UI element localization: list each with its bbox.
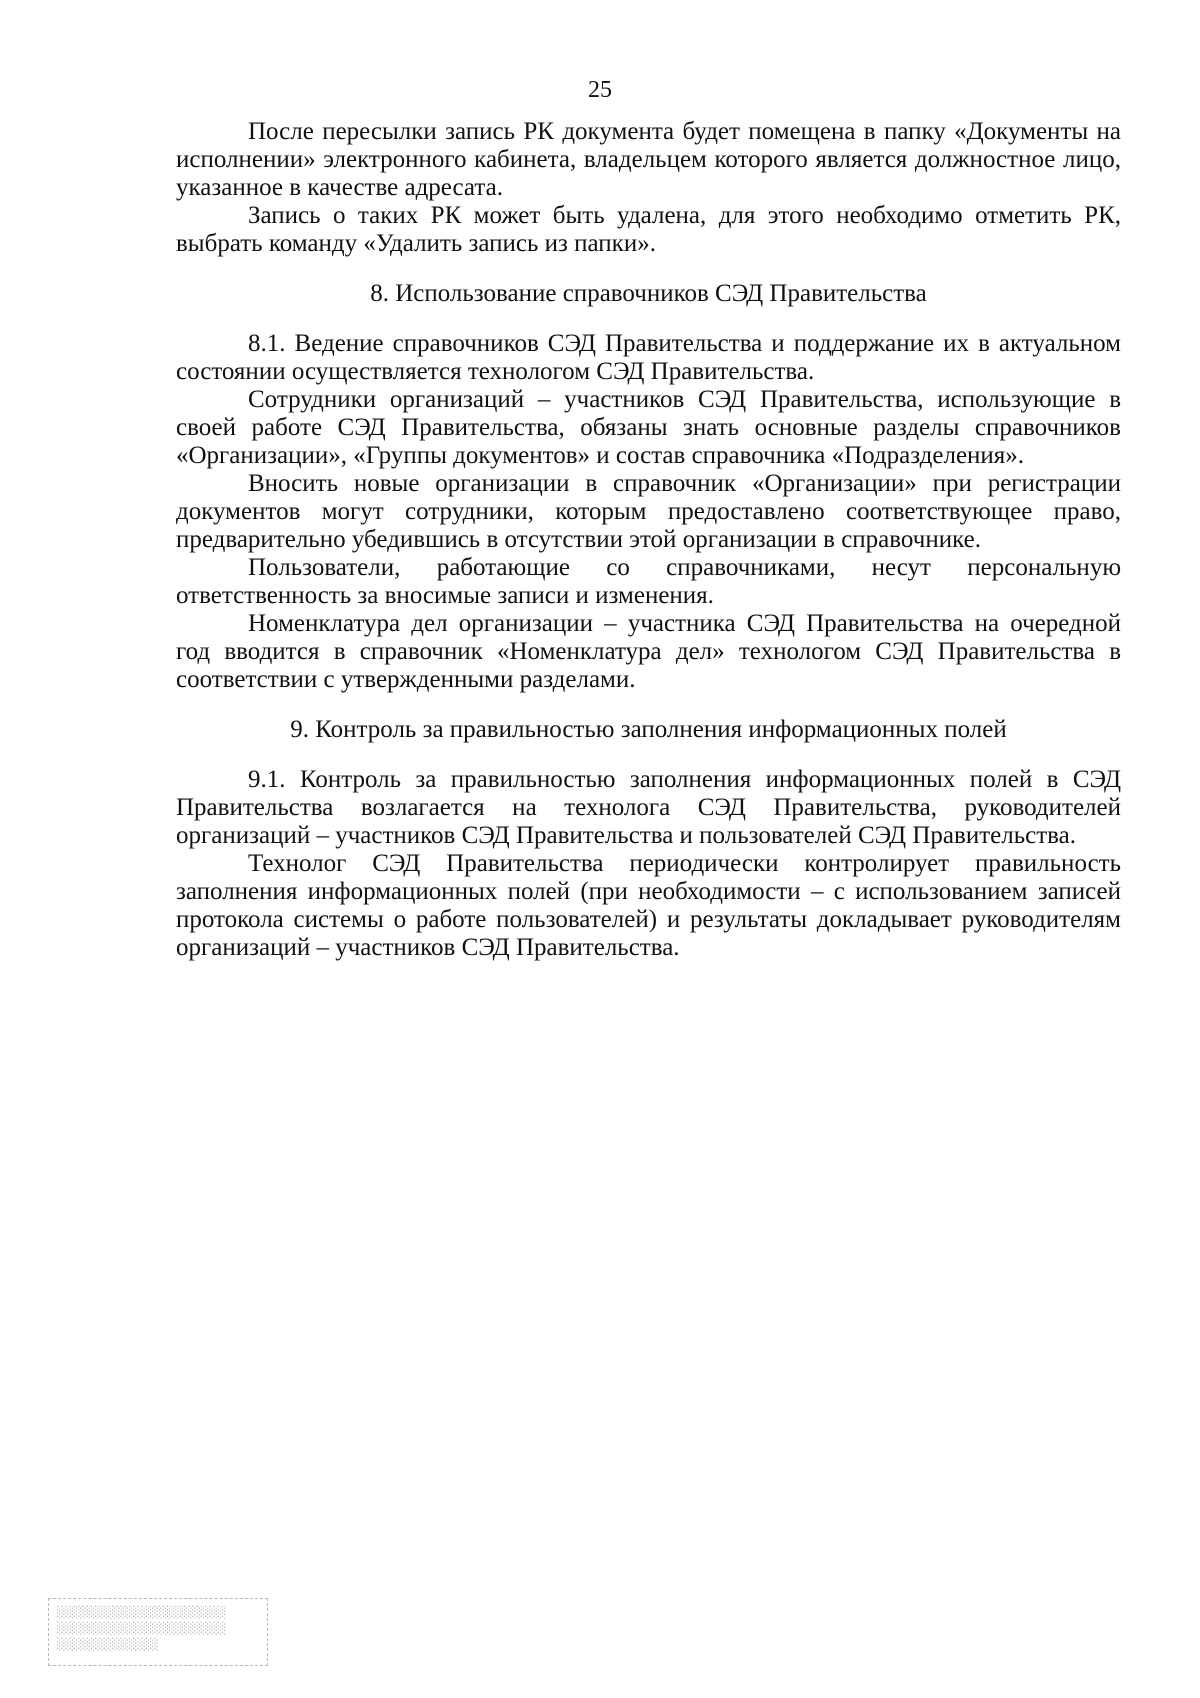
paragraph: 8.1. Ведение справочников СЭД Правительства и поддержание их в актуальном состоянии осуществляется технологом СЭД Правительства. [176, 330, 1121, 385]
stamp-line: ░░░░░░░░░░░░░░░░░░░░ [57, 1622, 227, 1635]
paragraph: Сотрудники организаций – участников СЭД Правительства, использующие в своей работе СЭД Правительства, обязаны знать основные разделы справочников «Организации», «Группы документов» и состав справочника «Подразделения». [176, 386, 1121, 469]
paragraph: Вносить новые организации в справочник «Организации» при регистрации документов могут сотрудники, которым предоставлено соответствующее право, предварительно убедившись в отсутствии этой организации в справочнике. [176, 470, 1121, 553]
stamp-line: ░░░░░░░░░░░░░░░░░░░░ [57, 1606, 227, 1619]
paragraph: После пересылки запись РК документа будет помещена в папку «Документы на исполнении» электронного кабинета, владельцем которого является должностное лицо, указанное в качестве адресата. [176, 118, 1121, 201]
document-body [176, 118, 1121, 962]
paragraph: Технолог СЭД Правительства периодически контролирует правильность заполнения информационных полей (при необходимости – с использованием записей протокола системы о работе пользователей) и результаты докладывает руководителям организаций – участников СЭД Правительства. [176, 850, 1121, 961]
page-number: 25 [588, 77, 612, 103]
section-heading: 9. Контроль за правильностью заполнения информационных полей [290, 716, 1007, 743]
paragraph: 9.1. Контроль за правильностью заполнения информационных полей в СЭД Правительства возлагается на технолога СЭД Правительства, руководителей организаций – участников СЭД Правительства и пользователей СЭД Правительства. [176, 766, 1121, 849]
paragraph: Пользователи, работающие со справочниками, несут персональную ответственность за вносимые записи и изменения. [176, 554, 1121, 609]
paragraph: Номенклатура дел организации – участника СЭД Правительства на очередной год вводится в справочник «Номенклатура дел» технологом СЭД Правительства в соответствии с утвержденными разделами. [176, 610, 1121, 693]
paragraph: Запись о таких РК может быть удалена, для этого необходимо отметить РК, выбрать команду «Удалить запись из папки». [176, 202, 1121, 257]
stamp-line: ░░░░░░░░░░░░ [57, 1638, 159, 1651]
faded-stamp [48, 1598, 268, 1666]
section-heading: 8. Использование справочников СЭД Правительства [370, 280, 927, 307]
